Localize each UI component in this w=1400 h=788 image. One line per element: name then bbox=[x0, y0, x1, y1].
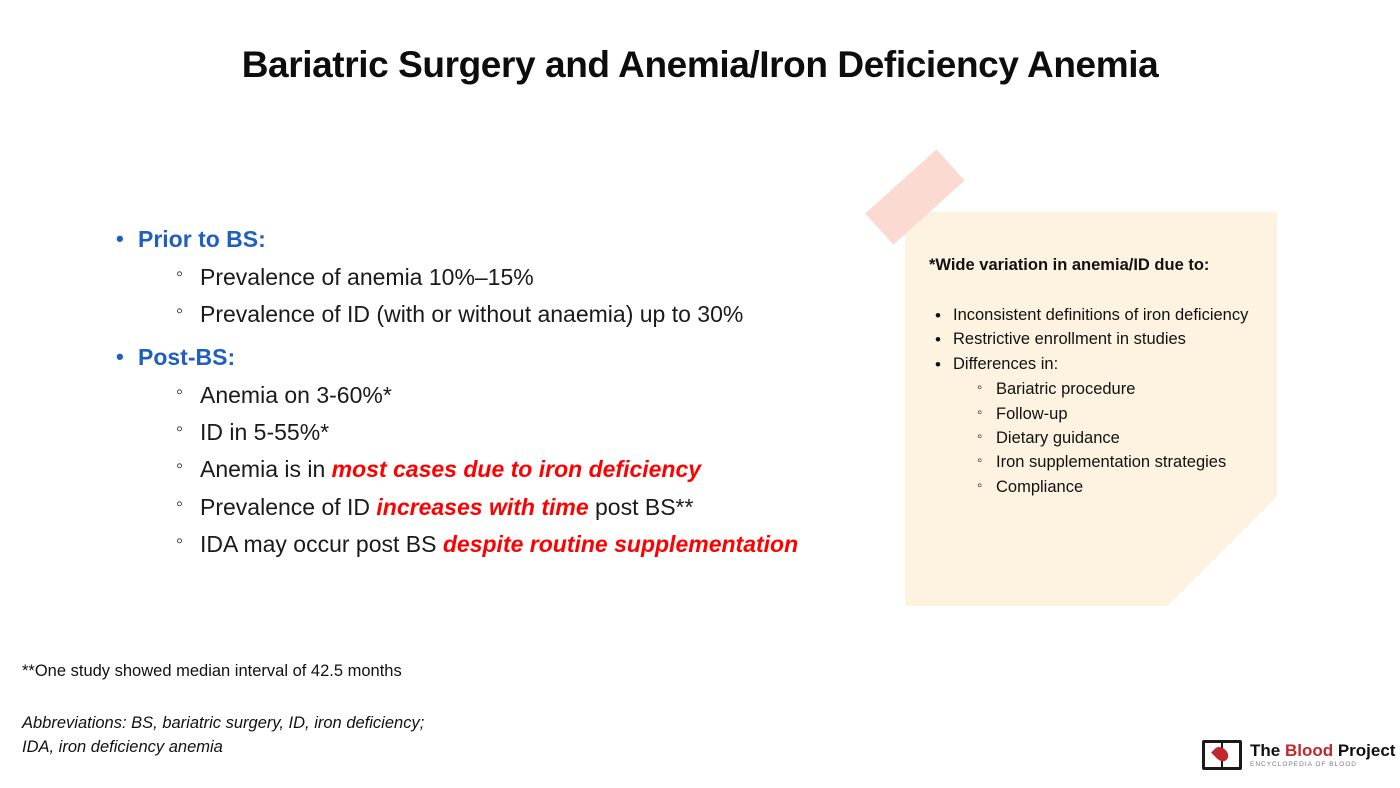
note-subitem-text: Follow-up bbox=[996, 404, 1068, 423]
sticky-note bbox=[905, 212, 1277, 606]
sticky-note-list bbox=[933, 304, 1263, 500]
bullet-level1 bbox=[112, 340, 822, 562]
sticky-note-title: *Wide variation in anemia/ID due to: bbox=[929, 256, 1210, 274]
note-subitem bbox=[977, 475, 1263, 499]
bullet-level2-text: ID in 5-55%* bbox=[200, 418, 330, 445]
note-subitem bbox=[977, 377, 1263, 401]
page-title: Bariatric Surgery and Anemia/Iron Deficiency Anemia bbox=[241, 44, 1159, 85]
bullet-level1-label: • Prior to BS: bbox=[138, 226, 266, 252]
note-sublist bbox=[953, 377, 1263, 499]
bullet-level2-text: Anemia on 3-60%* bbox=[200, 381, 392, 408]
note-item bbox=[933, 304, 1263, 327]
note-subitem bbox=[977, 402, 1263, 426]
bullet-level1-label: • Post-BS: bbox=[138, 344, 235, 370]
bullet-level2-text-tail: post BS** bbox=[588, 493, 694, 520]
bullet-level2 bbox=[176, 526, 822, 562]
note-subitem bbox=[977, 426, 1263, 450]
bullet-emphasis: increases with time bbox=[376, 493, 589, 520]
folded-corner-mask bbox=[1166, 495, 1278, 607]
logo-word-blood: Blood bbox=[1284, 740, 1334, 760]
bullet-emphasis: most cases due to iron deficiency bbox=[331, 456, 702, 483]
note-subitem-text: Dietary guidance bbox=[996, 429, 1120, 448]
bullet-level2 bbox=[176, 259, 822, 295]
blood-drop-icon bbox=[1211, 744, 1231, 764]
sublist-prior bbox=[138, 259, 822, 333]
note-item-text: • Restrictive enrollment in studies bbox=[953, 330, 1186, 348]
note-item-text: • Differences in: bbox=[953, 355, 1058, 373]
logo-word-the: The bbox=[1250, 740, 1285, 760]
bullet-level1 bbox=[112, 222, 822, 332]
brand-logo bbox=[1202, 740, 1395, 770]
footnote-study: **One study showed median interval of 42.5 months bbox=[22, 662, 402, 680]
bullet-level2 bbox=[176, 296, 822, 332]
bullet-group-post bbox=[112, 340, 822, 562]
note-subitem-text: Iron supplementation strategies bbox=[996, 453, 1227, 472]
main-bullet-list bbox=[112, 222, 822, 570]
bullet-group-prior bbox=[112, 222, 822, 332]
note-subitem bbox=[977, 450, 1263, 474]
logo-text bbox=[1250, 742, 1395, 769]
note-subitem-text: Bariatric procedure bbox=[996, 380, 1136, 399]
bullet-level2 bbox=[176, 377, 822, 413]
bullet-level2-text: Prevalence of anemia 10%–15% bbox=[200, 263, 534, 290]
bullet-level2-text: Prevalence of ID (with or without anaemia) up to 30% bbox=[200, 300, 744, 327]
logo-word-project: Project bbox=[1333, 740, 1396, 760]
bullet-level2 bbox=[176, 489, 822, 525]
note-item bbox=[933, 353, 1263, 499]
bullet-level2 bbox=[176, 414, 822, 450]
bullet-level2-text: Prevalence of ID bbox=[200, 493, 377, 520]
logo-wordmark bbox=[1250, 742, 1395, 759]
bullet-level2 bbox=[176, 451, 822, 487]
note-item-text: • Inconsistent definitions of iron deficiency bbox=[953, 306, 1248, 324]
note-item bbox=[933, 328, 1263, 351]
logo-tagline: ENCYCLOPEDIA OF BLOOD bbox=[1250, 760, 1357, 768]
sublist-post bbox=[138, 377, 822, 563]
note-subitem-text: Compliance bbox=[996, 477, 1084, 496]
bullet-level2-text: Anemia is in bbox=[200, 456, 332, 483]
bullet-level2-text: IDA may occur post BS bbox=[200, 530, 443, 557]
book-icon bbox=[1202, 740, 1242, 770]
footnote-abbreviations: Abbreviations: BS, bariatric surgery, ID, iron deficiency; IDA, iron deficiency anemia bbox=[22, 714, 425, 756]
bullet-emphasis: despite routine supplementation bbox=[442, 530, 799, 557]
